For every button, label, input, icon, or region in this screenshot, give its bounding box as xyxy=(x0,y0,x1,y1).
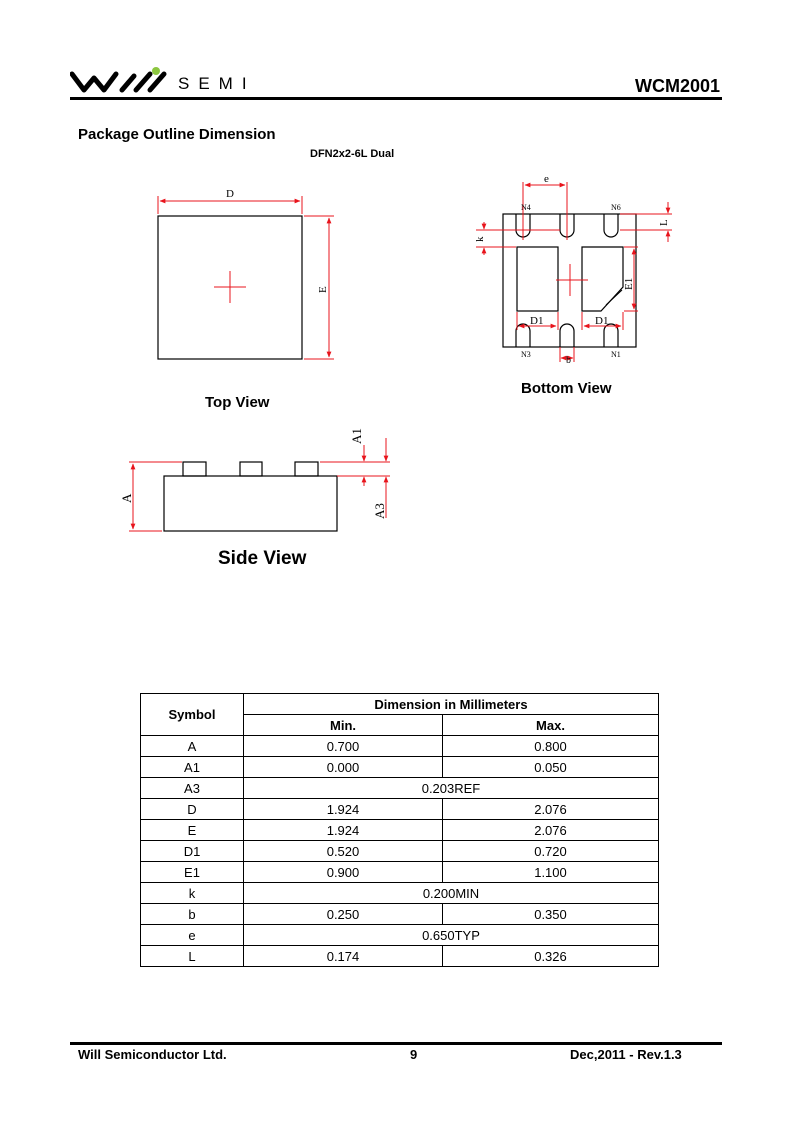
footer-company: Will Semiconductor Ltd. xyxy=(78,1047,227,1062)
pad-N2 xyxy=(560,324,574,347)
dim-D-label: D xyxy=(226,188,234,200)
min-cell: 0.250 xyxy=(244,904,443,925)
value-cell: 0.203REF xyxy=(244,778,659,799)
side-lead-1 xyxy=(183,462,206,476)
table-row xyxy=(141,883,659,904)
side-view-label: Side View xyxy=(218,548,307,569)
symbol-cell: e xyxy=(141,925,244,946)
part-number: WCM2001 xyxy=(634,76,720,96)
top-view-label: Top View xyxy=(205,394,270,411)
min-cell: 0.900 xyxy=(244,862,443,883)
table-row xyxy=(141,904,659,925)
package-name: DFN2x2-6L Dual xyxy=(310,148,395,160)
dim-E1-label: E1 xyxy=(623,277,635,290)
max-cell: 1.100 xyxy=(443,862,659,883)
bottom-view-label: Bottom View xyxy=(521,380,612,397)
min-cell: 0.520 xyxy=(244,841,443,862)
max-cell: 0.326 xyxy=(443,946,659,967)
dim-k-label: k xyxy=(474,236,486,242)
symbol-cell: E1 xyxy=(141,862,244,883)
value-cell: 0.200MIN xyxy=(244,883,659,904)
table-row xyxy=(141,841,659,862)
dimension-group-header: Dimension in Millimeters xyxy=(244,694,659,715)
symbol-cell: b xyxy=(141,904,244,925)
pad-N1 xyxy=(604,324,618,347)
min-cell: 1.924 xyxy=(244,820,443,841)
pin-N3-label: N3 xyxy=(521,350,531,359)
dim-A-label: A xyxy=(119,493,134,503)
min-cell: 1.924 xyxy=(244,799,443,820)
symbol-header: Symbol xyxy=(141,694,244,736)
top-view-drawing xyxy=(158,188,334,359)
table-row xyxy=(141,799,659,820)
max-cell: 0.350 xyxy=(443,904,659,925)
side-lead-3 xyxy=(295,462,318,476)
max-cell: 0.720 xyxy=(443,841,659,862)
footer-revision: Dec,2011 - Rev.1.3 xyxy=(570,1047,682,1062)
side-lead-2 xyxy=(240,462,262,476)
max-cell: 0.800 xyxy=(443,736,659,757)
pin-N4-label: N4 xyxy=(521,203,531,212)
value-cell: 0.650TYP xyxy=(244,925,659,946)
symbol-cell: L xyxy=(141,946,244,967)
dim-b-label: b xyxy=(566,355,571,366)
page-number: 9 xyxy=(410,1047,418,1062)
table-row xyxy=(141,925,659,946)
symbol-cell: k xyxy=(141,883,244,904)
min-header: Min. xyxy=(244,715,443,736)
footer-rule xyxy=(70,1042,722,1045)
side-view-body xyxy=(164,476,337,531)
max-cell: 2.076 xyxy=(443,799,659,820)
table-row xyxy=(141,820,659,841)
pad-N6 xyxy=(604,214,618,237)
symbol-cell: E xyxy=(141,820,244,841)
min-cell: 0.174 xyxy=(244,946,443,967)
dim-D1-left-label: D1 xyxy=(530,315,544,327)
table-row xyxy=(141,757,659,778)
dim-A3-label: A3 xyxy=(372,503,387,519)
max-cell: 2.076 xyxy=(443,820,659,841)
table-row xyxy=(141,946,659,967)
dim-D1-right-label: D1 xyxy=(595,315,609,327)
dim-A1-label: A1 xyxy=(349,428,364,444)
table-row xyxy=(141,736,659,757)
symbol-cell: A xyxy=(141,736,244,757)
symbol-cell: A1 xyxy=(141,757,244,778)
side-view-drawing xyxy=(119,428,390,531)
min-cell: 0.700 xyxy=(244,736,443,757)
dim-e-label: e xyxy=(544,173,549,185)
symbol-cell: D1 xyxy=(141,841,244,862)
dimension-table xyxy=(140,693,659,967)
symbol-cell: D xyxy=(141,799,244,820)
exposed-pad-left xyxy=(517,247,558,311)
max-header: Max. xyxy=(443,715,659,736)
pad-N3 xyxy=(516,324,530,347)
bottom-view-drawing xyxy=(474,173,672,366)
dimension-table-body xyxy=(141,736,659,967)
max-cell: 0.050 xyxy=(443,757,659,778)
pin-N1-label: N1 xyxy=(611,350,621,359)
table-row xyxy=(141,862,659,883)
pin-N6-label: N6 xyxy=(611,203,621,212)
dim-L-label: L xyxy=(658,219,670,226)
table-row xyxy=(141,778,659,799)
brand-text: SEMI xyxy=(178,74,256,93)
exposed-pad-right xyxy=(582,247,623,311)
min-cell: 0.000 xyxy=(244,757,443,778)
dim-E-label: E xyxy=(317,286,329,293)
section-title: Package Outline Dimension xyxy=(78,126,276,143)
symbol-cell: A3 xyxy=(141,778,244,799)
